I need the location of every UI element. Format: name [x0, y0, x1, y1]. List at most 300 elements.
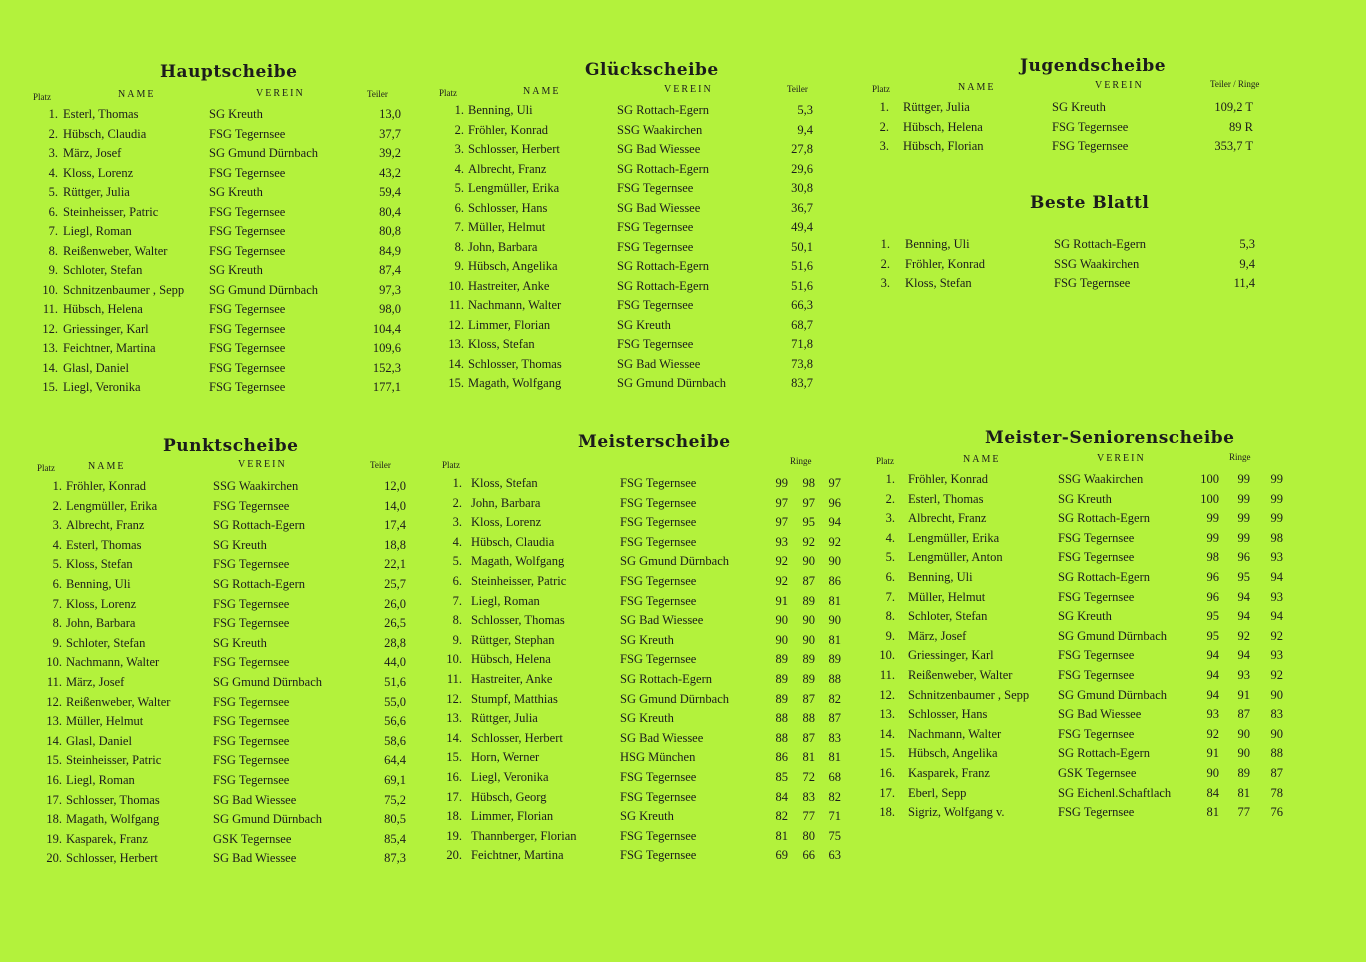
rank-cell: 7.	[454, 220, 464, 234]
verein-header: VEREIN	[664, 84, 713, 95]
jugendscheibe-title: Jugendscheibe	[1020, 56, 1167, 76]
name-cell: Reißenweber, Walter	[66, 694, 171, 709]
ring-2-cell: 92	[1237, 628, 1250, 643]
club-cell: FSG Tegernsee	[213, 655, 290, 670]
name-cell: Müller, Helmut	[468, 220, 546, 234]
name-cell: Rüttger, Stephan	[471, 632, 555, 647]
name-cell: Feichtner, Martina	[63, 341, 156, 355]
name-cell: Eberl, Sepp	[908, 785, 967, 800]
name-cell: Steinheisser, Patric	[63, 204, 159, 219]
table-row	[0, 550, 1366, 569]
score-cell: 18,8	[384, 537, 406, 552]
score-cell: 26,5	[384, 616, 406, 631]
rank-cell: 10.	[42, 282, 58, 297]
score-cell: 98,0	[379, 302, 401, 316]
ring-3-cell: 90	[828, 554, 841, 569]
table-row	[0, 727, 1366, 746]
score-cell: 353,7 T	[1214, 139, 1253, 153]
club-cell: SG Rottach-Egern	[1058, 570, 1150, 584]
rank-cell: 16.	[879, 766, 895, 780]
club-cell: SG Kreuth	[213, 635, 267, 650]
ring-3-cell: 99	[1270, 472, 1283, 486]
name-cell: Liegl, Veronika	[63, 380, 141, 394]
ring-3-cell: 99	[1270, 491, 1283, 506]
name-cell: Esterl, Thomas	[63, 107, 139, 121]
platz-header: Platz	[876, 456, 894, 466]
club-cell: SG Bad Wiessee	[213, 792, 297, 807]
ring-2-cell: 87	[802, 691, 815, 706]
club-cell: GSK Tegernsee	[213, 831, 292, 846]
club-cell: GSK Tegernsee	[1058, 766, 1137, 780]
ring-3-cell: 90	[1270, 687, 1283, 702]
score-cell: 14,0	[384, 498, 406, 513]
ring-3-cell: 86	[828, 574, 841, 588]
score-cell: 9,4	[797, 122, 813, 137]
rank-cell: 6.	[454, 200, 464, 215]
beste-blattl-title: Beste Blattl	[1030, 193, 1150, 213]
ring-1-cell: 95	[1206, 628, 1219, 643]
rank-cell: 6.	[452, 574, 462, 588]
name-cell: Lengmüller, Anton	[908, 550, 1003, 565]
rank-cell: 9.	[52, 635, 62, 650]
name-cell: Kloss, Stefan	[905, 276, 972, 290]
club-cell: SSG Waakirchen	[1058, 472, 1144, 486]
club-cell: FSG Tegernsee	[209, 204, 286, 219]
table-row	[0, 746, 1366, 765]
club-cell: FSG Tegernsee	[1052, 139, 1129, 153]
score-cell: 5,3	[1239, 237, 1255, 251]
ring-2-cell: 90	[802, 613, 815, 628]
ring-1-cell: 91	[775, 593, 788, 608]
teiler-ringe-header: Teiler / Ringe	[1210, 79, 1260, 89]
ring-3-cell: 92	[1270, 628, 1283, 643]
name-cell: Hübsch, Georg	[471, 789, 547, 804]
score-cell: 44,0	[384, 655, 406, 670]
verein-header: VEREIN	[238, 459, 287, 470]
name-cell: Limmer, Florian	[471, 809, 554, 824]
verein-header: VEREIN	[1095, 80, 1144, 91]
ring-1-cell: 96	[1206, 570, 1219, 584]
score-cell: 59,4	[379, 185, 401, 199]
name-cell: Hübsch, Helena	[471, 652, 551, 667]
ring-1-cell: 84	[775, 789, 788, 804]
ring-3-cell: 63	[828, 848, 841, 863]
ring-1-cell: 82	[775, 809, 788, 824]
club-cell: SG Kreuth	[620, 809, 674, 824]
table-row	[0, 688, 1366, 707]
name-cell: John, Barbara	[471, 495, 541, 510]
score-cell: 109,2 T	[1214, 100, 1253, 114]
ring-2-cell: 98	[802, 476, 815, 490]
name-cell: Esterl, Thomas	[908, 491, 984, 506]
ring-3-cell: 94	[1270, 609, 1283, 624]
name-cell: Liegl, Veronika	[471, 770, 549, 784]
score-cell: 51,6	[791, 259, 813, 273]
name-cell: Schnitzenbaumer , Sepp	[63, 282, 185, 297]
rank-cell: 16.	[46, 773, 62, 787]
rank-cell: 3.	[48, 146, 58, 160]
ring-3-cell: 78	[1270, 785, 1283, 800]
score-cell: 80,5	[384, 812, 406, 827]
ring-1-cell: 93	[775, 534, 788, 549]
club-cell: FSG Tegernsee	[209, 165, 286, 180]
name-cell: Hastreiter, Anke	[471, 672, 553, 686]
name-cell: Nachmann, Walter	[908, 726, 1002, 741]
ring-1-cell: 86	[775, 750, 788, 765]
rank-cell: 7.	[48, 224, 58, 238]
score-cell: 27,8	[791, 142, 813, 156]
club-cell: FSG Tegernsee	[1058, 805, 1135, 820]
ring-2-cell: 87	[802, 730, 815, 745]
rank-cell: 4.	[454, 161, 464, 176]
club-cell: SG Rottach-Egern	[213, 518, 305, 533]
score-cell: 29,6	[791, 161, 813, 176]
name-cell: Kloss, Stefan	[471, 476, 538, 490]
rank-cell: 10.	[46, 655, 62, 670]
club-cell: FSG Tegernsee	[213, 498, 290, 513]
name-cell: Feichtner, Martina	[471, 848, 564, 863]
ring-3-cell: 82	[828, 691, 841, 706]
name-cell: Fröhler, Konrad	[905, 256, 986, 271]
rank-cell: 13.	[446, 711, 462, 726]
club-cell: FSG Tegernsee	[213, 773, 290, 787]
rank-cell: 3.	[885, 511, 895, 526]
ring-3-cell: 92	[1270, 668, 1283, 682]
ring-1-cell: 96	[1206, 589, 1219, 604]
rank-cell: 13.	[42, 341, 58, 355]
ring-2-cell: 72	[802, 770, 815, 784]
name-cell: Kloss, Stefan	[66, 557, 133, 572]
name-cell: Hastreiter, Anke	[468, 278, 550, 293]
name-cell: Müller, Helmut	[908, 589, 986, 604]
ring-2-cell: 77	[802, 809, 815, 824]
ring-2-cell: 91	[1237, 687, 1250, 702]
rank-cell: 8.	[452, 613, 462, 628]
ring-2-cell: 89	[1237, 766, 1250, 780]
rank-cell: 18.	[879, 805, 895, 820]
name-header: NAME	[88, 461, 126, 472]
club-cell: SG Kreuth	[1058, 609, 1112, 624]
glueckscheibe-title: Glückscheibe	[585, 60, 719, 80]
ring-1-cell: 99	[775, 476, 788, 490]
name-cell: Benning, Uli	[468, 103, 533, 117]
score-cell: 39,2	[379, 146, 401, 160]
rank-cell: 13.	[879, 707, 895, 722]
ringe-header: Ringe	[790, 456, 812, 466]
score-cell: 104,4	[372, 321, 401, 336]
club-cell: FSG Tegernsee	[209, 302, 286, 316]
ring-2-cell: 89	[802, 652, 815, 667]
ring-3-cell: 92	[828, 534, 841, 549]
name-cell: Glasl, Daniel	[66, 733, 132, 748]
name-cell: Griessinger, Karl	[908, 648, 994, 663]
club-cell: FSG Tegernsee	[1058, 648, 1135, 663]
ring-2-cell: 89	[802, 672, 815, 686]
name-cell: Lengmüller, Erika	[908, 530, 1000, 545]
ring-1-cell: 89	[775, 691, 788, 706]
club-cell: SG Kreuth	[209, 107, 263, 121]
table-row	[0, 590, 1366, 609]
club-cell: FSG Tegernsee	[620, 515, 697, 530]
club-cell: FSG Tegernsee	[620, 652, 697, 667]
platz-header: Platz	[442, 460, 460, 470]
ring-2-cell: 77	[1237, 805, 1250, 820]
ring-1-cell: 90	[1206, 766, 1219, 780]
ring-1-cell: 84	[1206, 785, 1219, 800]
name-cell: Albrecht, Franz	[908, 511, 987, 526]
name-cell: Schlosser, Thomas	[66, 792, 160, 807]
table-row	[0, 648, 1366, 667]
club-cell: FSG Tegernsee	[213, 616, 290, 631]
rank-cell: 14.	[448, 356, 464, 371]
club-cell: FSG Tegernsee	[617, 298, 694, 312]
table-row	[0, 786, 1366, 805]
club-cell: SG Gmund Dürnbach	[1058, 687, 1168, 702]
score-cell: 9,4	[1239, 256, 1255, 271]
name-cell: Schlosser, Herbert	[471, 730, 563, 745]
ring-1-cell: 100	[1200, 472, 1219, 486]
club-cell: FSG Tegernsee	[620, 770, 697, 784]
ring-3-cell: 98	[1270, 530, 1283, 545]
score-cell: 25,7	[384, 577, 406, 591]
club-cell: SSG Waakirchen	[617, 122, 703, 137]
ring-3-cell: 93	[1270, 648, 1283, 663]
ring-3-cell: 75	[828, 828, 841, 843]
name-cell: Nachmann, Walter	[66, 655, 160, 670]
ring-2-cell: 95	[1237, 570, 1250, 584]
ring-2-cell: 83	[802, 789, 815, 804]
ring-3-cell: 90	[1270, 726, 1283, 741]
rank-cell: 8.	[454, 239, 464, 254]
ring-3-cell: 94	[1270, 570, 1283, 584]
name-cell: Nachmann, Walter	[468, 298, 562, 312]
ring-1-cell: 92	[775, 574, 788, 588]
name-cell: Schloter, Stefan	[63, 263, 143, 277]
ring-2-cell: 94	[1237, 589, 1250, 604]
ring-3-cell: 96	[828, 495, 841, 510]
score-cell: 58,6	[384, 733, 406, 748]
score-cell: 51,6	[384, 675, 406, 689]
name-cell: Fröhler, Konrad	[468, 122, 549, 137]
score-cell: 80,8	[379, 224, 401, 238]
club-cell: SG Bad Wiessee	[617, 142, 701, 156]
ring-1-cell: 92	[775, 554, 788, 569]
club-cell: FSG Tegernsee	[617, 220, 694, 234]
hauptscheibe-title: Hauptscheibe	[160, 62, 298, 82]
rank-cell: 3.	[454, 142, 464, 156]
rank-cell: 17.	[446, 789, 462, 804]
club-cell: FSG Tegernsee	[209, 360, 286, 375]
name-cell: Schlosser, Hans	[908, 707, 988, 722]
ring-3-cell: 89	[828, 652, 841, 667]
ring-1-cell: 99	[1206, 530, 1219, 545]
score-cell: 13,0	[379, 107, 401, 121]
ring-3-cell: 88	[1270, 746, 1283, 761]
ring-3-cell: 83	[828, 730, 841, 745]
club-cell: FSG Tegernsee	[213, 753, 290, 768]
club-cell: SSG Waakirchen	[213, 479, 299, 493]
table-row	[0, 668, 1366, 687]
ring-1-cell: 98	[1206, 550, 1219, 565]
name-cell: Hübsch, Helena	[903, 119, 983, 134]
ring-1-cell: 95	[1206, 609, 1219, 624]
rank-cell: 11.	[46, 675, 62, 689]
name-cell: Kloss, Lorenz	[63, 165, 134, 180]
name-cell: Griessinger, Karl	[63, 321, 149, 336]
score-cell: 22,1	[384, 557, 406, 572]
rank-cell: 11.	[448, 298, 464, 312]
club-cell: SG Rottach-Egern	[617, 103, 709, 117]
rank-cell: 10.	[879, 648, 895, 663]
ring-2-cell: 90	[802, 554, 815, 569]
club-cell: SG Bad Wiessee	[620, 613, 704, 628]
ring-1-cell: 94	[1206, 648, 1219, 663]
ring-2-cell: 99	[1237, 530, 1250, 545]
table-row	[0, 511, 1366, 530]
club-cell: SG Kreuth	[617, 317, 671, 332]
score-cell: 97,3	[379, 282, 401, 297]
score-cell: 30,8	[791, 181, 813, 195]
ring-2-cell: 92	[802, 534, 815, 549]
rank-cell: 12.	[46, 694, 62, 709]
rank-cell: 4.	[48, 165, 58, 180]
club-cell: SG Kreuth	[620, 632, 674, 647]
name-cell: Hübsch, Helena	[63, 302, 143, 316]
ring-1-cell: 89	[775, 672, 788, 686]
table-row	[0, 629, 1366, 648]
club-cell: HSG München	[620, 750, 696, 765]
club-cell: SG Kreuth	[209, 263, 263, 277]
rank-cell: 15.	[879, 746, 895, 761]
rank-cell: 5.	[452, 554, 462, 569]
rank-cell: 14.	[879, 726, 895, 741]
club-cell: SG Bad Wiessee	[617, 356, 701, 371]
club-cell: FSG Tegernsee	[1058, 550, 1135, 565]
rank-cell: 4.	[452, 534, 462, 549]
club-cell: SG Kreuth	[209, 185, 263, 199]
ring-1-cell: 88	[775, 711, 788, 726]
club-cell: FSG Tegernsee	[213, 596, 290, 611]
name-cell: Kloss, Stefan	[468, 337, 535, 351]
rank-cell: 2.	[879, 119, 889, 134]
ring-3-cell: 82	[828, 789, 841, 804]
rank-cell: 8.	[52, 616, 62, 631]
name-cell: Schlosser, Herbert	[468, 142, 560, 156]
club-cell: FSG Tegernsee	[209, 224, 286, 238]
ring-3-cell: 99	[1270, 511, 1283, 526]
club-cell: SG Rottach-Egern	[213, 577, 305, 591]
ring-3-cell: 87	[1270, 766, 1283, 780]
name-cell: März, Josef	[908, 628, 967, 643]
club-cell: FSG Tegernsee	[617, 337, 694, 351]
score-cell: 37,7	[379, 126, 401, 141]
ring-2-cell: 88	[802, 711, 815, 726]
platz-header: Platz	[439, 88, 457, 98]
score-cell: 152,3	[372, 360, 401, 375]
name-cell: Thannberger, Florian	[471, 828, 577, 843]
name-cell: Rüttger, Julia	[471, 711, 538, 726]
name-header: NAME	[958, 82, 996, 93]
ring-2-cell: 87	[802, 574, 815, 588]
ring-1-cell: 85	[775, 770, 788, 784]
rank-cell: 11.	[879, 668, 895, 682]
rank-cell: 5.	[885, 550, 895, 565]
table-row	[0, 707, 1366, 726]
club-cell: SG Rottach-Egern	[617, 259, 709, 273]
name-cell: Glasl, Daniel	[63, 360, 129, 375]
name-header: NAME	[118, 89, 156, 100]
name-cell: Schlosser, Hans	[468, 200, 548, 215]
score-cell: 26,0	[384, 596, 406, 611]
name-cell: Rüttger, Julia	[63, 185, 130, 199]
name-cell: Hübsch, Claudia	[63, 126, 147, 141]
ring-3-cell: 93	[1270, 589, 1283, 604]
club-cell: SG Gmund Dürnbach	[213, 812, 323, 827]
club-cell: SG Rottach-Egern	[1058, 746, 1150, 761]
ring-1-cell: 93	[1206, 707, 1219, 722]
club-cell: FSG Tegernsee	[1052, 119, 1129, 134]
club-cell: SG Bad Wiessee	[617, 200, 701, 215]
score-cell: 83,7	[791, 376, 813, 390]
rank-cell: 16.	[446, 770, 462, 784]
score-cell: 73,8	[791, 356, 813, 371]
rank-cell: 7.	[885, 589, 895, 604]
ring-2-cell: 87	[1237, 707, 1250, 722]
name-cell: Benning, Uli	[908, 570, 973, 584]
club-cell: SG Eichenl.Schaftlach	[1058, 785, 1172, 800]
name-cell: Kasparek, Franz	[66, 831, 148, 846]
score-cell: 75,2	[384, 792, 406, 807]
ring-2-cell: 94	[1237, 648, 1250, 663]
score-cell: 51,6	[791, 278, 813, 293]
rank-cell: 6.	[885, 570, 895, 584]
club-cell: FSG Tegernsee	[213, 694, 290, 709]
ring-1-cell: 91	[1206, 746, 1219, 761]
name-cell: Schlosser, Thomas	[468, 356, 562, 371]
name-cell: Benning, Uli	[905, 237, 970, 251]
name-cell: Liegl, Roman	[63, 224, 132, 238]
name-cell: John, Barbara	[66, 616, 136, 631]
rank-cell: 10.	[448, 278, 464, 293]
club-cell: FSG Tegernsee	[620, 534, 697, 549]
rank-cell: 12.	[446, 691, 462, 706]
score-cell: 89 R	[1229, 119, 1253, 134]
name-cell: Kasparek, Franz	[908, 766, 990, 780]
rank-cell: 1.	[885, 472, 895, 486]
ringe-header: Ringe	[1229, 452, 1251, 462]
rank-cell: 3.	[879, 139, 889, 153]
ring-2-cell: 94	[1237, 609, 1250, 624]
name-cell: Reißenweber, Walter	[908, 668, 1013, 682]
rank-cell: 9.	[452, 632, 462, 647]
rank-cell: 7.	[452, 593, 462, 608]
rank-cell: 1.	[452, 476, 462, 490]
name-cell: Esterl, Thomas	[66, 537, 142, 552]
score-cell: 84,9	[379, 243, 401, 258]
rank-cell: 19.	[446, 828, 462, 843]
rank-cell: 14.	[446, 730, 462, 745]
club-cell: SG Rottach-Egern	[617, 161, 709, 176]
rank-cell: 2.	[885, 491, 895, 506]
club-cell: SG Kreuth	[1058, 491, 1112, 506]
club-cell: SG Gmund Dürnbach	[1058, 628, 1168, 643]
name-cell: Steinheisser, Patric	[471, 574, 567, 588]
name-cell: März, Josef	[63, 146, 122, 160]
ring-2-cell: 89	[802, 593, 815, 608]
rank-cell: 19.	[46, 831, 62, 846]
ring-2-cell: 95	[802, 515, 815, 530]
club-cell: FSG Tegernsee	[209, 243, 286, 258]
